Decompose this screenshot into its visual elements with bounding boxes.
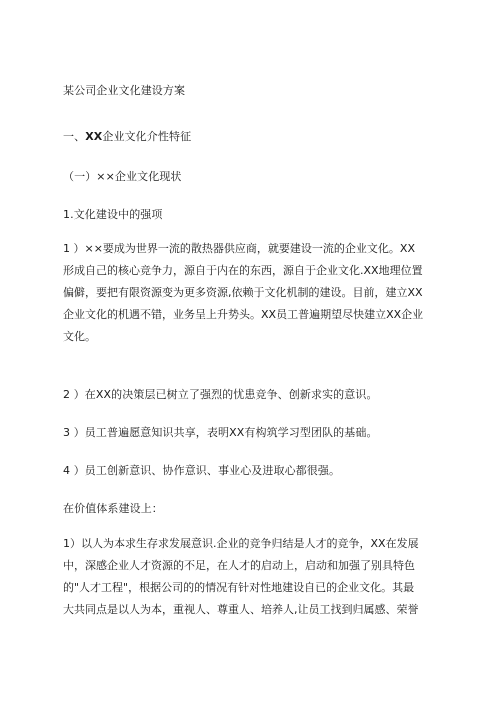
paragraph-line: 形成自己的核心竞争力，源自于内在的东西，源自于企业文化.XX地理位置: [63, 264, 423, 277]
paragraph-line: 1）以人为本求生存求发展意识.企业的竞争归结是人才的竞争，XX在发展: [63, 537, 419, 550]
paragraph-line: 文化。: [63, 330, 96, 343]
paragraph-item-4: 4 ）员工创新意识、协作意识、事业心及进取心都很强。: [63, 464, 341, 477]
paragraph-line: 1 ）××要成为世界一流的散热器供应商，就要建设一流的企业文化。XX: [63, 242, 415, 255]
paragraph-value-1: [63, 533, 441, 621]
heading-strengths: 1.文化建设中的强项: [63, 208, 163, 221]
section-heading-1: [63, 130, 191, 144]
paragraph-item-2: 2 ）在XX的决策层已树立了强烈的忧患竞争、创新求实的意识。: [63, 388, 378, 401]
paragraph-line: 偏僻，要把有限资源变为更多资源,依赖于文化机制的建设。目前，建立XX: [63, 286, 423, 299]
paragraph-item-3: 3 ）员工普遍愿意知识共享，表明XX有构筑学习型团队的基础。: [63, 426, 378, 439]
value-system-intro: 在价值体系建设上：: [63, 502, 163, 515]
paragraph-item-1: [63, 238, 441, 348]
section-heading-rest: 企业文化介性特征: [102, 130, 192, 143]
section-heading-prefix: 一、: [63, 130, 86, 143]
paragraph-line: 企业文化的机遇不错，业务呈上升势头。XX员工普遍期望尽快建立XX企业: [63, 308, 424, 321]
paragraph-line: 的"人才工程"，根据公司的的情况有针对性地建设自已的企业文化。其最: [63, 581, 415, 594]
paragraph-line: 大共同点是以人为本，重视人、尊重人、培养人,让员工找到归属感、荣誉: [63, 603, 419, 616]
subsection-heading-1: （一）××企业文化现状: [63, 170, 182, 183]
document-title: 某公司企业文化建设方案: [63, 84, 186, 97]
paragraph-line: 中，深感企业人才资源的不足，在人才的启动上，启动和加强了别具特色: [63, 559, 415, 572]
section-heading-bold: XX: [85, 130, 103, 143]
